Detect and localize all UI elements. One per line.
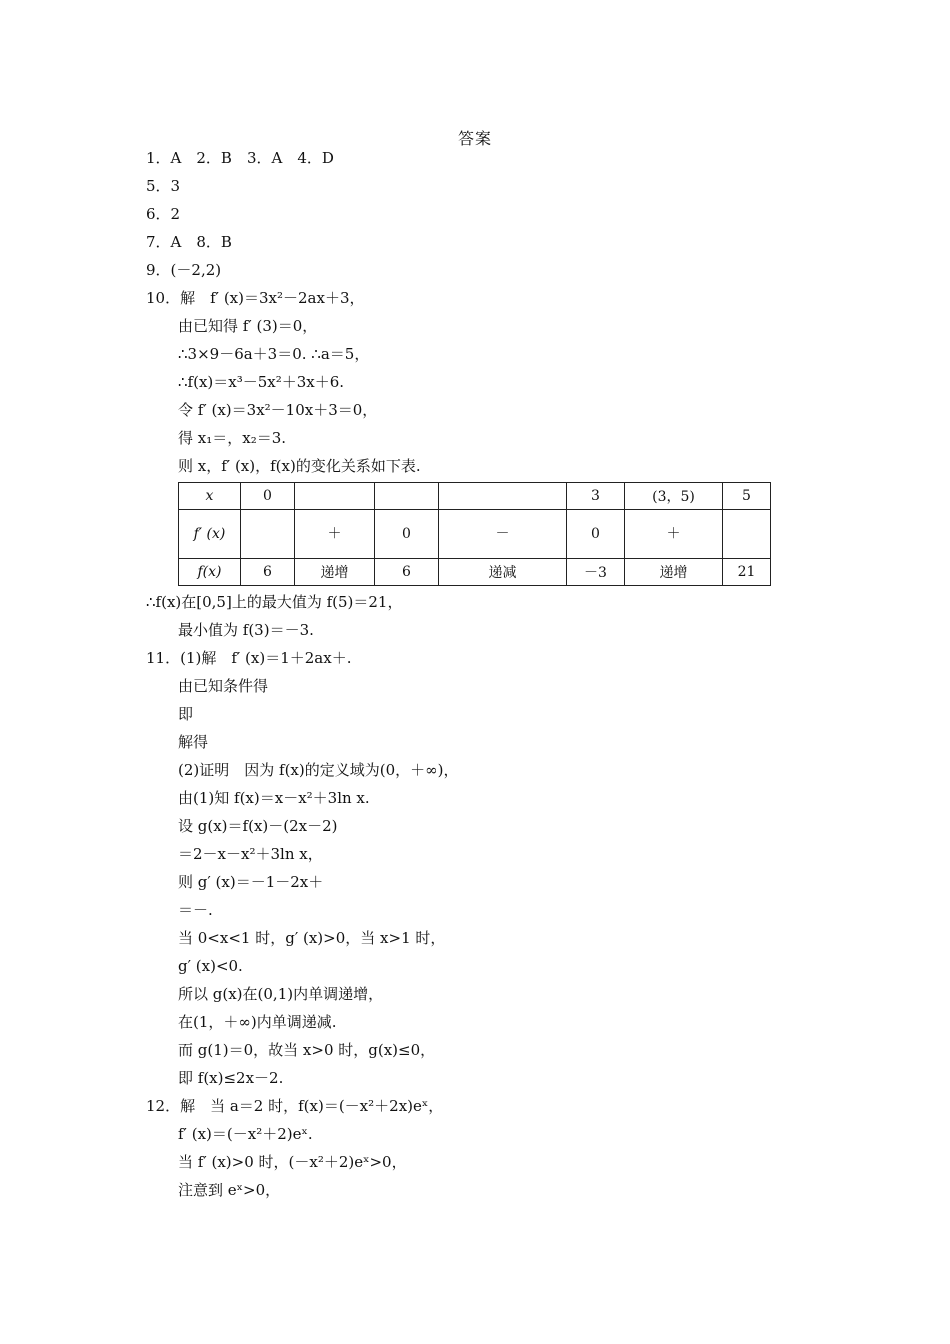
table-cell <box>375 483 439 510</box>
table-cell: 0 <box>375 510 439 559</box>
table-row-x <box>179 483 771 510</box>
solution-line: 即 <box>178 705 194 723</box>
solution-line: ∴3×9－6a＋3＝0. ∴a＝5， <box>178 345 370 363</box>
answer-11-start: 11．(1)解 f′ (x)＝1＋2ax＋. <box>146 649 352 667</box>
table-cell: － <box>439 510 567 559</box>
solution-line: 注意到 eˣ>0， <box>178 1181 281 1199</box>
solution-line: ＝2－x－x²＋3ln x， <box>178 845 323 863</box>
table-cell: －3 <box>567 559 625 586</box>
table-cell: 6 <box>375 559 439 586</box>
solution-line: 由(1)知 f(x)＝x－x²＋3ln x. <box>178 789 370 807</box>
table-cell <box>439 483 567 510</box>
answers-7-8: 7．A 8．B <box>146 233 232 251</box>
solution-line: 在(1，＋∞)内单调递减. <box>178 1013 337 1031</box>
answers-1-4: 1．A 2．B 3．A 4．D <box>146 149 334 167</box>
table-cell <box>241 510 295 559</box>
solution-line: 由已知条件得 <box>178 677 269 695</box>
table-cell: 6 <box>241 559 295 586</box>
table-cell: x <box>179 483 241 510</box>
solution-line: ∴f(x)在[0,5]上的最大值为 f(5)＝21， <box>146 593 403 611</box>
solution-line: 当 0<x<1 时，g′ (x)>0，当 x>1 时， <box>178 929 446 947</box>
table-cell: 递增 <box>295 559 375 586</box>
page-title: 答案 <box>457 129 492 148</box>
solution-line: 则 x，f′ (x)，f(x)的变化关系如下表. <box>178 457 421 475</box>
solution-line: 令 f′ (x)＝3x²－10x＋3＝0， <box>178 401 378 419</box>
solution-line: 所以 g(x)在(0,1)内单调递增， <box>178 985 384 1003</box>
table-row-fprime <box>179 510 771 559</box>
table-cell: ＋ <box>625 510 723 559</box>
solution-line: g′ (x)<0. <box>178 957 243 975</box>
table-cell: ＋ <box>295 510 375 559</box>
table-cell: 0 <box>567 510 625 559</box>
table-cell: 0 <box>241 483 295 510</box>
table-row-f <box>179 559 771 586</box>
answer-5: 5．3 <box>146 177 181 195</box>
solution-line: 设 g(x)＝f(x)－(2x－2) <box>178 817 338 835</box>
solution-line: 而 g(1)＝0，故当 x>0 时，g(x)≤0， <box>178 1041 436 1059</box>
solution-line: 则 g′ (x)＝－1－2x＋ <box>178 873 324 891</box>
variation-table <box>178 482 771 586</box>
solution-line: 即 f(x)≤2x－2. <box>178 1069 284 1087</box>
solution-line: (2)证明 因为 f(x)的定义域为(0，＋∞)， <box>178 761 459 779</box>
solution-line: 最小值为 f(3)＝－3. <box>178 621 314 639</box>
table-cell: 3 <box>567 483 625 510</box>
table-cell: (3，5) <box>625 483 723 510</box>
solution-line: ∴f(x)＝x³－5x²＋3x＋6. <box>178 373 345 391</box>
answer-9: 9．(－2,2) <box>146 261 222 279</box>
table-cell: 递增 <box>625 559 723 586</box>
table-cell: 递减 <box>439 559 567 586</box>
table-cell: f(x) <box>179 559 241 586</box>
solution-line: 得 x₁＝，x₂＝3. <box>178 429 287 447</box>
table-cell: f′ (x) <box>179 510 241 559</box>
solution-line: 当 f′ (x)>0 时，(－x²＋2)eˣ>0， <box>178 1153 407 1171</box>
table-cell <box>295 483 375 510</box>
table-cell <box>723 510 771 559</box>
answer-10-start: 10．解 f′ (x)＝3x²－2ax＋3， <box>146 289 365 307</box>
solution-line: ＝－. <box>178 901 213 919</box>
solution-line: 解得 <box>178 733 209 751</box>
table-cell: 21 <box>723 559 771 586</box>
solution-line: 由已知得 f′ (3)＝0， <box>178 317 318 335</box>
table-cell: 5 <box>723 483 771 510</box>
answer-6: 6．2 <box>146 205 181 223</box>
solution-line: f′ (x)＝(－x²＋2)eˣ. <box>178 1125 313 1143</box>
answer-12-start: 12．解 当 a＝2 时，f(x)＝(－x²＋2x)eˣ， <box>146 1097 444 1115</box>
